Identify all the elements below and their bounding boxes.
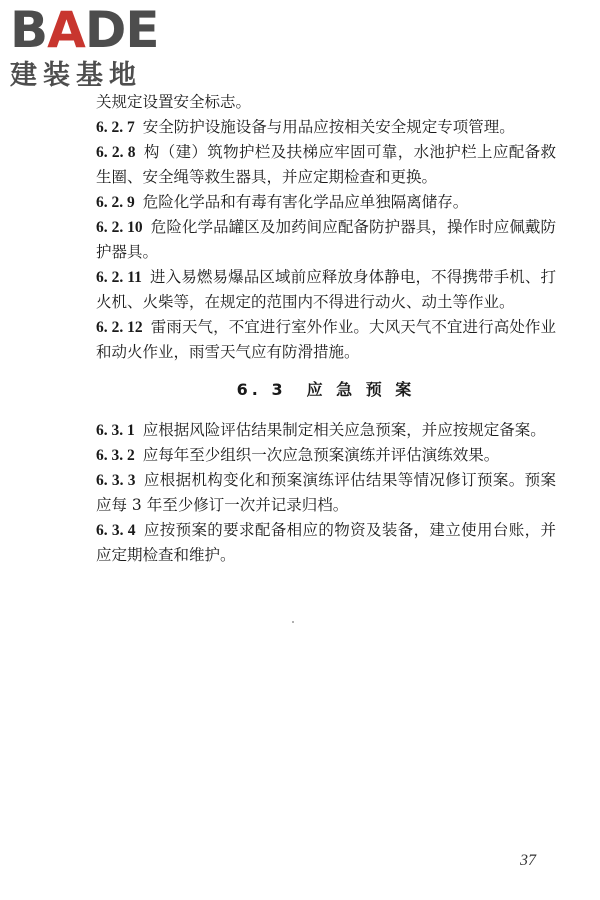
clause-6-2-7: [96, 115, 556, 140]
clause-text: 进入易燃易爆品区域前应释放身体静电，不得携带手机、打火机、火柴等，在规定的范围内不得进行动火、动土等作业。: [96, 268, 556, 311]
clause-text: 安全防护设施设备与用品应按相关安全规定专项管理。: [142, 118, 515, 136]
clause-6-3-3: [96, 468, 556, 518]
clause-text: 应按预案的要求配备相应的物资及装备，建立使用台账，并应定期检查和维护。: [96, 521, 556, 564]
clause-number: 6. 2. 11: [96, 269, 142, 286]
clause-6-2-8: [96, 140, 556, 190]
clause-6-2-12: [96, 315, 556, 365]
clause-6-3-2: [96, 443, 556, 468]
clause-text: 应根据机构变化和预案演练评估结果等情况修订预案。预案应每 3 年至少修订一次并记录归档。: [96, 471, 556, 514]
bade-logo: [10, 1, 185, 92]
clause-text: 应每年至少组织一次应急预案演练并评估演练效果。: [142, 446, 500, 464]
clause-text: 雷雨天气，不宜进行室外作业。大风天气不宜进行高处作业和动火作业，雨雪天气应有防滑措施。: [96, 318, 556, 361]
clause-6-3-4: [96, 518, 556, 568]
clause-number: 6. 3. 4: [96, 522, 136, 539]
page-number: 37: [520, 852, 536, 869]
clause-number: 6. 2. 8: [96, 144, 136, 161]
document-body: [96, 90, 556, 568]
clause-6-2-10: [96, 215, 556, 265]
clause-continuation: 关规定设置安全标志。: [96, 93, 252, 111]
clause-text: 危险化学品罐区及加药间应配备防护器具，操作时应佩戴防护器具。: [96, 218, 556, 261]
clause-number: 6. 3. 1: [96, 422, 135, 439]
clause-number: 6. 2. 10: [96, 219, 143, 236]
clause-6-2-9: [96, 190, 556, 215]
clause-6-3-1: [96, 418, 556, 443]
clause-number: 6. 2. 7: [96, 119, 135, 136]
clause-6-2-11: [96, 265, 556, 315]
scan-speck: [292, 621, 294, 623]
clause-text: 构（建）筑物护栏及扶梯应牢固可靠，水池护栏上应配备救生圈、安全绳等救生器具，并应定期检查和更换。: [96, 143, 556, 186]
clause-number: 6. 2. 12: [96, 319, 143, 336]
clause-text: 应根据风险评估结果制定相关应急预案，并应按规定备案。: [142, 421, 546, 439]
clause-number: 6. 3. 2: [96, 447, 135, 464]
section-heading: 6. 3 应 急 预 案: [236, 380, 416, 399]
clause-number: 6. 2. 9: [96, 194, 135, 211]
clause-number: 6. 3. 3: [96, 472, 136, 489]
logo-subtitle: 建装基地: [10, 60, 142, 91]
clause-text: 危险化学品和有毒有害化学品应单独隔离储存。: [142, 193, 469, 211]
logo-wordmark: BADE: [10, 1, 159, 59]
